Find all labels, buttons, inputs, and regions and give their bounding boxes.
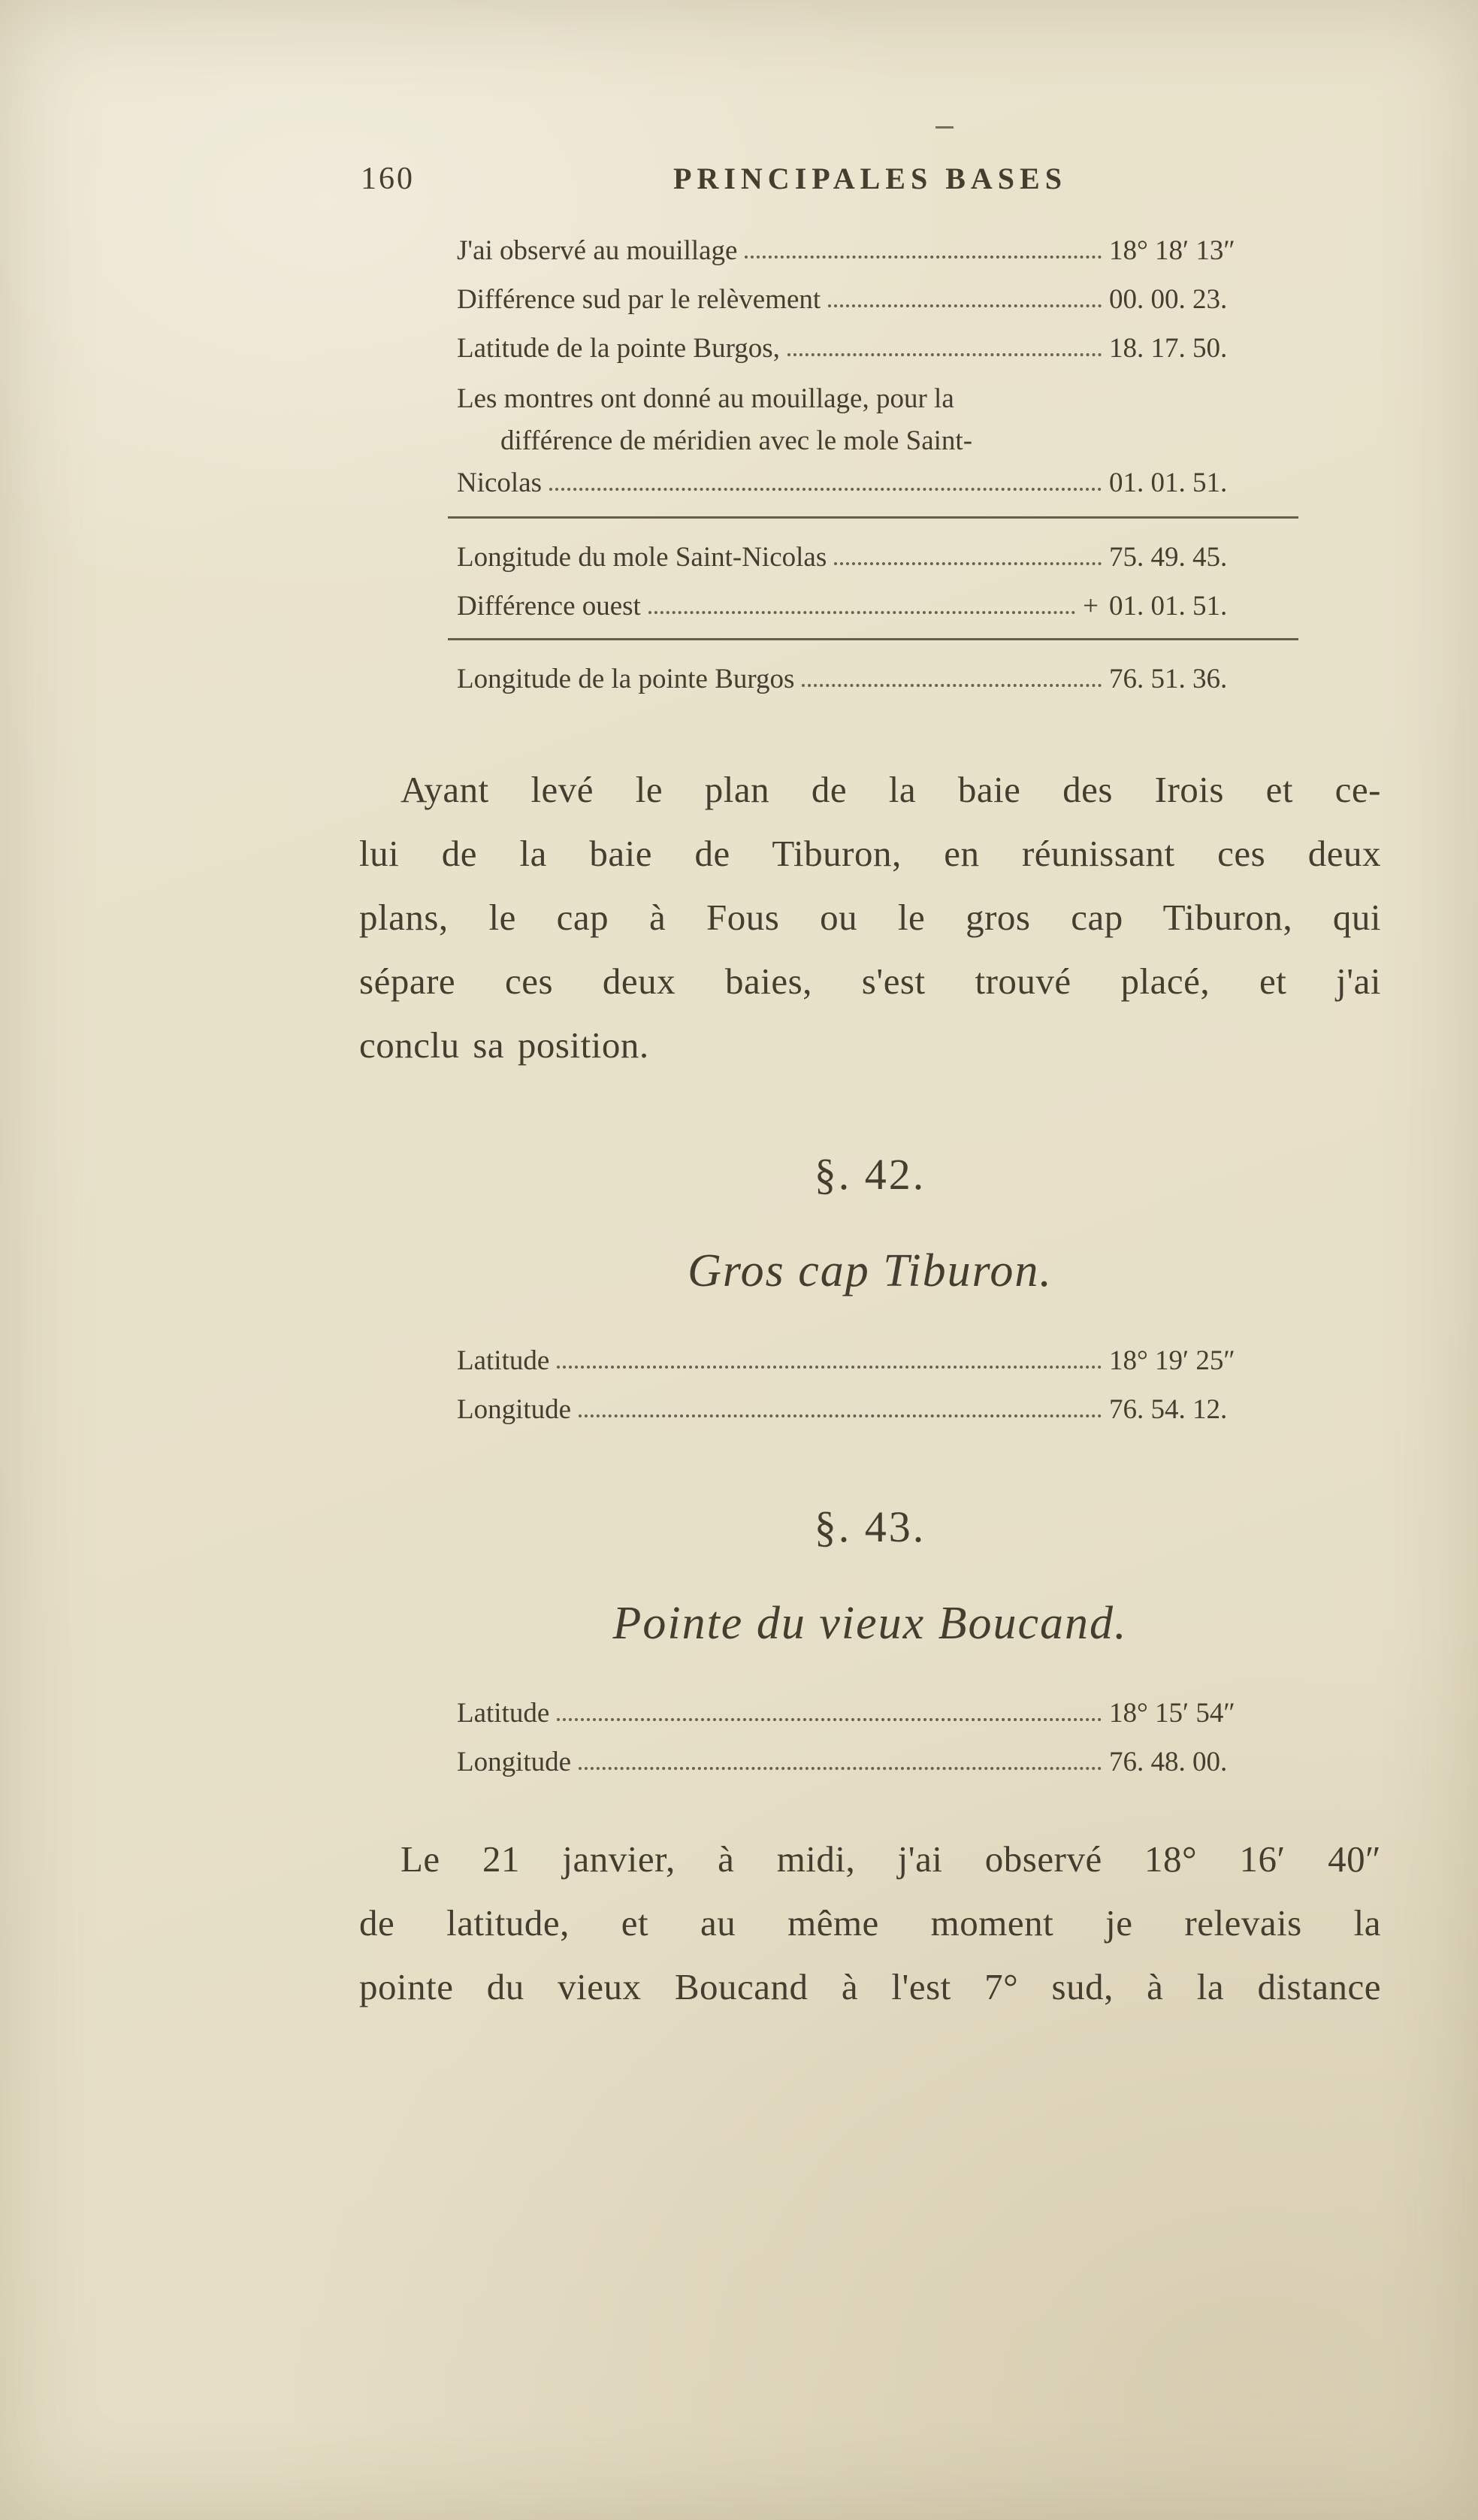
table-row (457, 660, 1297, 699)
row-label: Nicolas (457, 467, 543, 498)
row-label: Différence ouest (457, 591, 641, 622)
dot-leader (802, 684, 1102, 687)
paragraph-line: Ayant levé le plan de la baie des Irois et ce- (400, 769, 1381, 810)
running-head (359, 159, 1381, 201)
paragraph-line: plans, le cap à Fous ou le gros cap Tiburon, qui (359, 897, 1381, 938)
table-row (457, 280, 1297, 319)
row-value: 76. 54. 12. (1109, 1394, 1228, 1425)
table-row (457, 538, 1297, 577)
table-row (457, 1390, 1297, 1429)
paragraph-line: conclu sa position. (359, 1024, 649, 1066)
dot-leader (549, 488, 1102, 491)
row-label: J'ai observé au mouillage (457, 235, 738, 266)
plus-sign: + (1083, 591, 1099, 622)
table-row (457, 1743, 1297, 1782)
dot-leader (579, 1414, 1102, 1417)
row-value: 76. 51. 36. (1109, 664, 1228, 694)
row-label-line (457, 462, 1297, 504)
table-row (457, 1342, 1297, 1381)
row-label: Longitude (457, 1747, 572, 1777)
body-paragraph (359, 758, 1381, 1077)
page-number: 160 (361, 162, 415, 196)
section-heading: §. 43. (814, 1502, 926, 1551)
row-label: Longitude du mole Saint-Nicolas (457, 542, 827, 573)
row-value: 00. 00. 23. (1109, 284, 1228, 315)
row-value: 18° 19′ 25″ (1109, 1345, 1235, 1376)
paragraph-line: de latitude, et au même moment je relevais la (359, 1902, 1381, 1944)
dot-leader (787, 353, 1102, 356)
coordinates-table (457, 1694, 1297, 1782)
table-row (457, 587, 1297, 626)
running-header-title: PRINCIPALES BASES (673, 162, 1067, 195)
scan-artifact-mark (935, 126, 954, 129)
observations-table (457, 231, 1297, 699)
paragraph-line: sépare ces deux baies, s'est trouvé placé, et j'ai (359, 961, 1381, 1002)
table-divider-rule (448, 516, 1298, 519)
row-value: 18° 15′ 54″ (1109, 1698, 1235, 1729)
table-divider-rule (448, 638, 1298, 640)
dot-leader (648, 611, 1075, 614)
dot-leader (557, 1718, 1102, 1721)
row-label: Différence sud par le relèvement (457, 284, 821, 315)
row-label-line: Les montres ont donné au mouillage, pour la (457, 383, 954, 414)
section-title: Gros cap Tiburon. (688, 1245, 1053, 1296)
section-title: Pointe du vieux Boucand. (612, 1598, 1128, 1649)
row-value: 76. 48. 00. (1109, 1747, 1228, 1777)
coordinates-table (457, 1342, 1297, 1429)
row-label: Latitude (457, 1698, 550, 1729)
page-content (359, 159, 1381, 2019)
table-row-multiline (457, 378, 1297, 504)
row-label: Latitude (457, 1345, 550, 1376)
dot-leader (745, 256, 1102, 259)
row-label-line: différence de méridien avec le mole Saint- (500, 425, 973, 456)
table-row (457, 231, 1297, 271)
table-row (457, 1694, 1297, 1733)
row-label: Latitude de la pointe Burgos, (457, 333, 780, 364)
row-value: 01. 01. 51. (1109, 591, 1228, 622)
row-value: 75. 49. 45. (1109, 542, 1228, 573)
paragraph-line: lui de la baie de Tiburon, en réunissant ces deux (359, 833, 1381, 874)
row-label: Longitude (457, 1394, 572, 1425)
dot-leader (579, 1767, 1102, 1770)
section-heading: §. 42. (814, 1150, 926, 1199)
row-value: 18. 17. 50. (1109, 333, 1228, 364)
paragraph-line: Le 21 janvier, à midi, j'ai observé 18° 16′ 40″ (400, 1838, 1381, 1880)
dot-leader (557, 1366, 1102, 1369)
dot-leader (834, 562, 1102, 565)
dot-leader (828, 304, 1102, 307)
body-paragraph (359, 1827, 1381, 2019)
row-value: 01. 01. 51. (1109, 467, 1228, 498)
row-label: Longitude de la pointe Burgos (457, 664, 795, 694)
table-row (457, 329, 1297, 368)
paragraph-line: pointe du vieux Boucand à l'est 7° sud, à la distance (359, 1966, 1381, 2007)
row-value: 18° 18′ 13″ (1109, 235, 1235, 266)
